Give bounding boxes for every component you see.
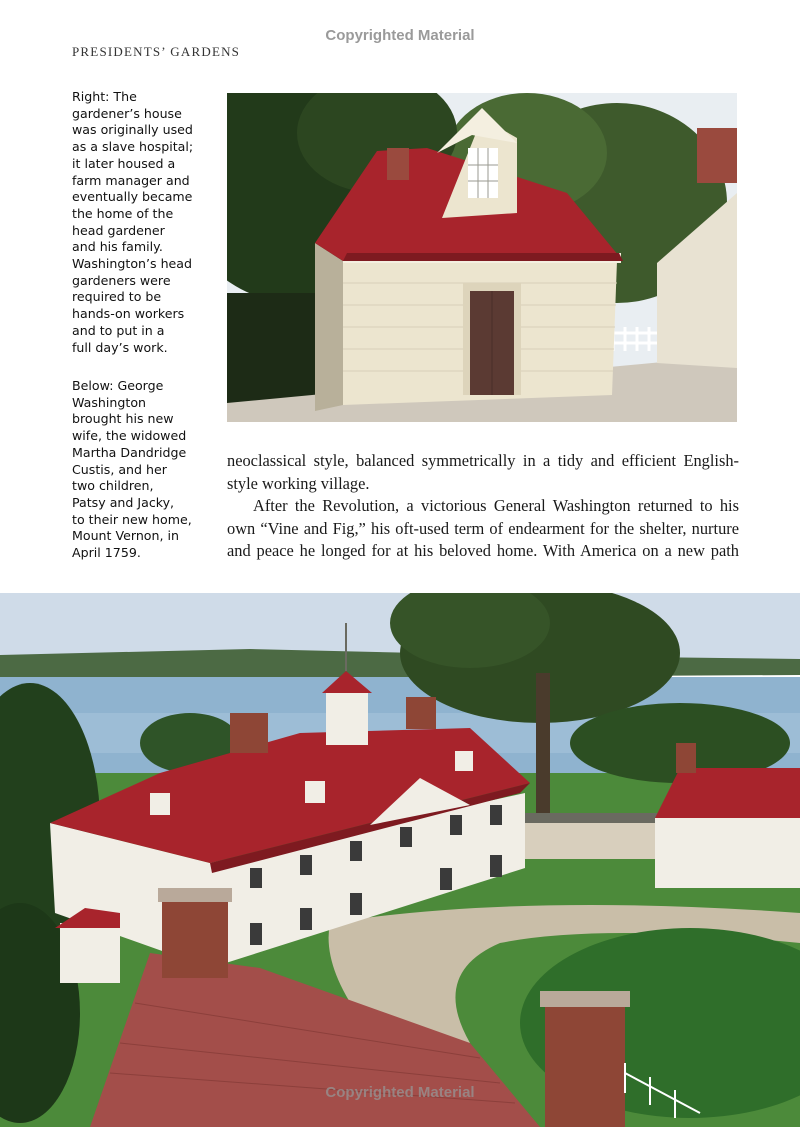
caption-below: Below: George Washington brought his new wife, the widowed Martha Dandridge Custis, and her two children, Patsy and Jacky, to their new home, Mount Vernon, in April 1759.: [72, 378, 192, 561]
copyright-watermark-bottom: Copyrighted Material: [325, 1084, 475, 1101]
copyright-watermark-top: Copyrighted Material: [325, 27, 475, 44]
body-text: [227, 450, 739, 563]
running-head: PRESIDENTS’ GARDENS: [72, 44, 241, 59]
body-paragraph-2: After the Revolution, a victorious General Washington returned to his own “Vine and Fig,” his oft-used term of endearment for the shelter, nurture and peace he longed for at his beloved home. With America on a new path: [227, 496, 739, 561]
mount-vernon-aerial-photo: [0, 593, 800, 1127]
gardeners-house-photo: [227, 93, 737, 422]
body-paragraph-1: neoclassical style, balanced symmetrically in a tidy and efficient English-style working village.: [227, 451, 739, 493]
caption-right: Right: The gardener’s house was originally used as a slave hospital; it later housed a farm manager and eventually became the home of the head gardener and his family. Washington’s head gardeners were required to be hands-on workers and to put in a full day’s work.: [72, 89, 194, 355]
